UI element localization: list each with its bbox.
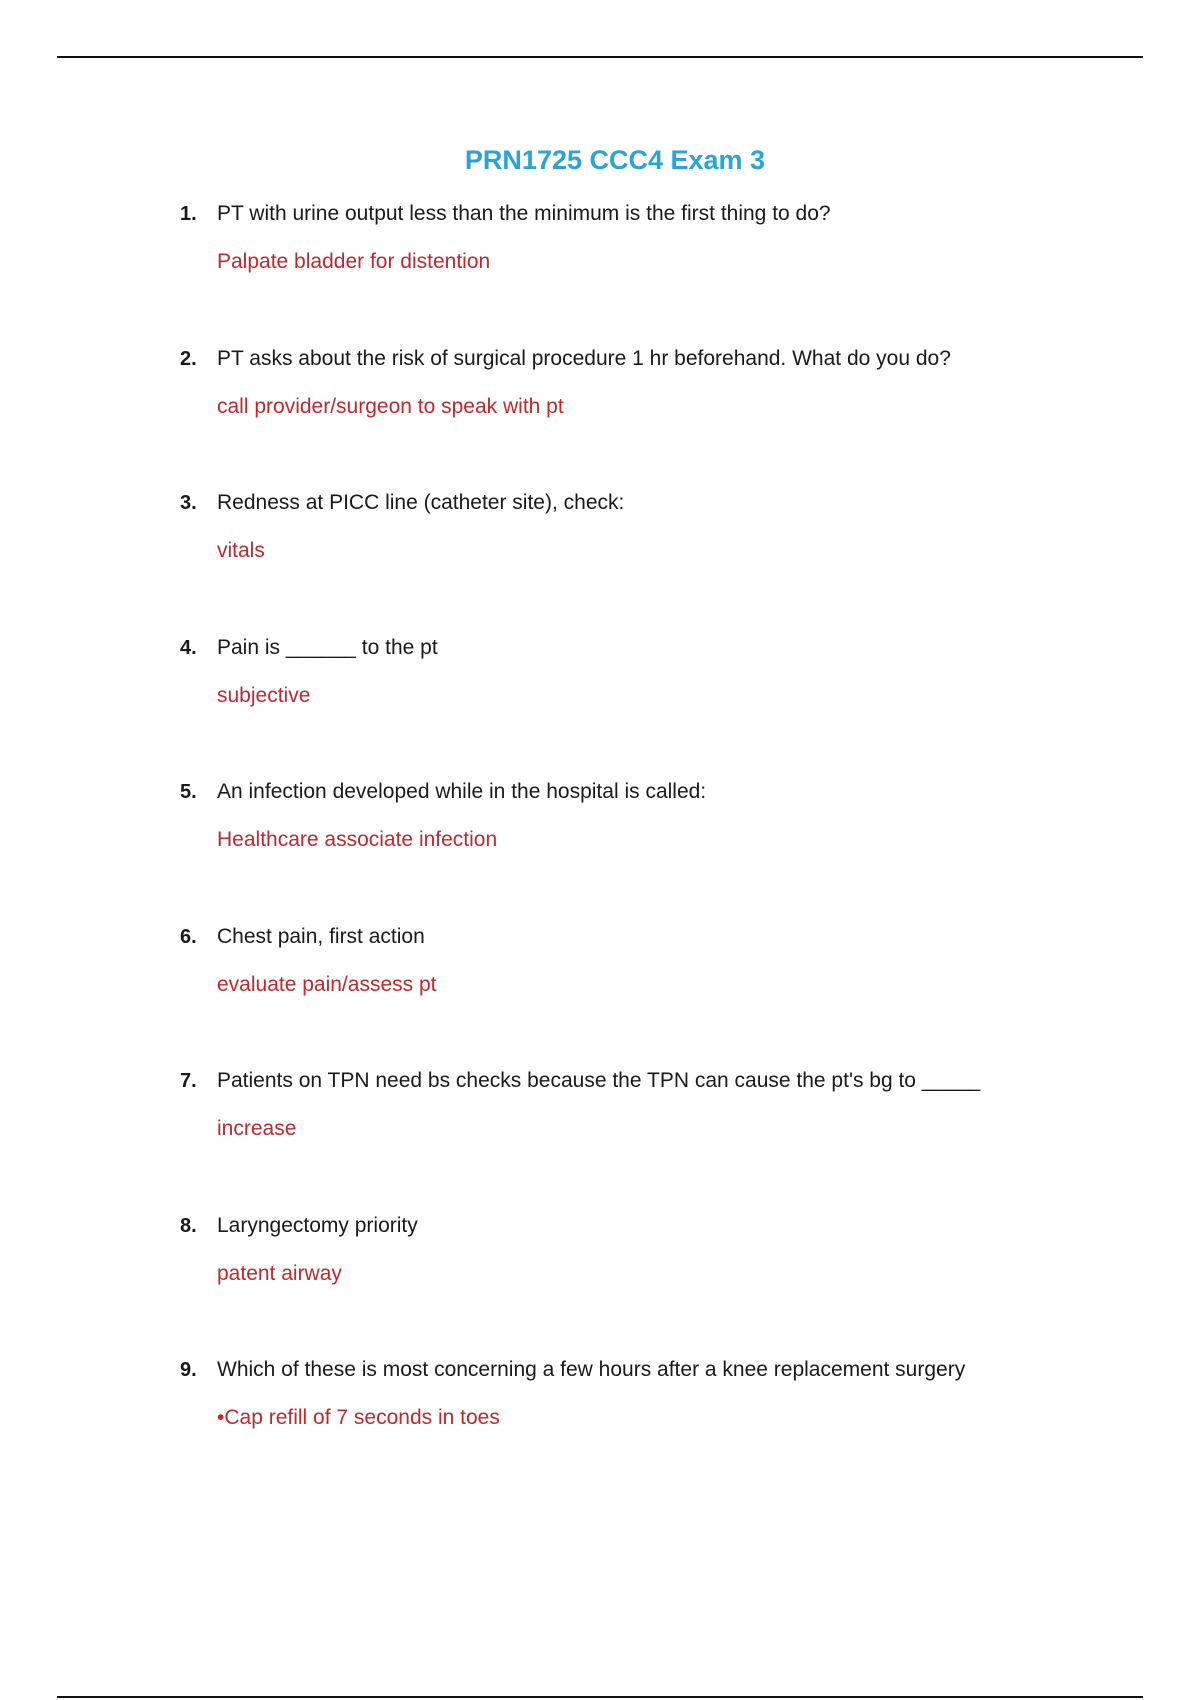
question-item-3 xyxy=(180,491,1080,636)
question-number: 2. xyxy=(180,347,197,370)
answer-text: call provider/surgeon to speak with pt xyxy=(217,394,564,418)
answer-text: •Cap refill of 7 seconds in toes xyxy=(217,1406,500,1429)
question-number: 3. xyxy=(180,492,197,514)
answer-text: evaluate pain/assess pt xyxy=(217,972,437,996)
answer-text: Palpate bladder for distention xyxy=(217,250,491,273)
footer-rule xyxy=(57,1696,1143,1698)
question-text: PT with urine output less than the minimum is the first thing to do? xyxy=(217,202,831,225)
question-text: Laryngectomy priority xyxy=(217,1213,418,1237)
question-number: 6. xyxy=(180,925,197,948)
question-text: Which of these is most concerning a few hours after a knee replacement surgery xyxy=(217,1358,966,1381)
question-number: 9. xyxy=(180,1359,197,1381)
question-item-4 xyxy=(180,636,1080,781)
question-item-2 xyxy=(180,347,1080,492)
header-rule xyxy=(57,56,1143,58)
question-item-8 xyxy=(180,1214,1080,1359)
question-number: 7. xyxy=(180,1070,197,1092)
question-text: Redness at PICC line (catheter site), check: xyxy=(217,491,625,514)
question-text: Pain is ______ to the pt xyxy=(217,635,438,659)
question-text: Chest pain, first action xyxy=(217,924,425,948)
question-item-7 xyxy=(180,1069,1080,1214)
question-item-5 xyxy=(180,780,1080,925)
answer-text: increase xyxy=(217,1117,297,1140)
question-item-1 xyxy=(180,202,1080,347)
question-number: 8. xyxy=(180,1214,197,1237)
question-item-6 xyxy=(180,925,1080,1070)
question-text: An infection developed while in the hospital is called: xyxy=(217,780,707,803)
answer-text: patent airway xyxy=(217,1261,342,1285)
question-number: 4. xyxy=(180,636,197,659)
answer-text: subjective xyxy=(217,683,311,707)
question-number: 5. xyxy=(180,781,197,803)
document-title: PRN1725 CCC4 Exam 3 xyxy=(464,145,766,175)
question-text: PT asks about the risk of surgical procedure 1 hr beforehand. What do you do? xyxy=(217,346,951,370)
answer-text: Healthcare associate infection xyxy=(217,828,498,851)
question-item-9 xyxy=(180,1358,1080,1503)
answer-text: vitals xyxy=(217,539,265,562)
question-list xyxy=(180,202,1080,1503)
question-number: 1. xyxy=(180,203,197,225)
question-text: Patients on TPN need bs checks because the TPN can cause the pt's bg to _____ xyxy=(217,1069,981,1092)
